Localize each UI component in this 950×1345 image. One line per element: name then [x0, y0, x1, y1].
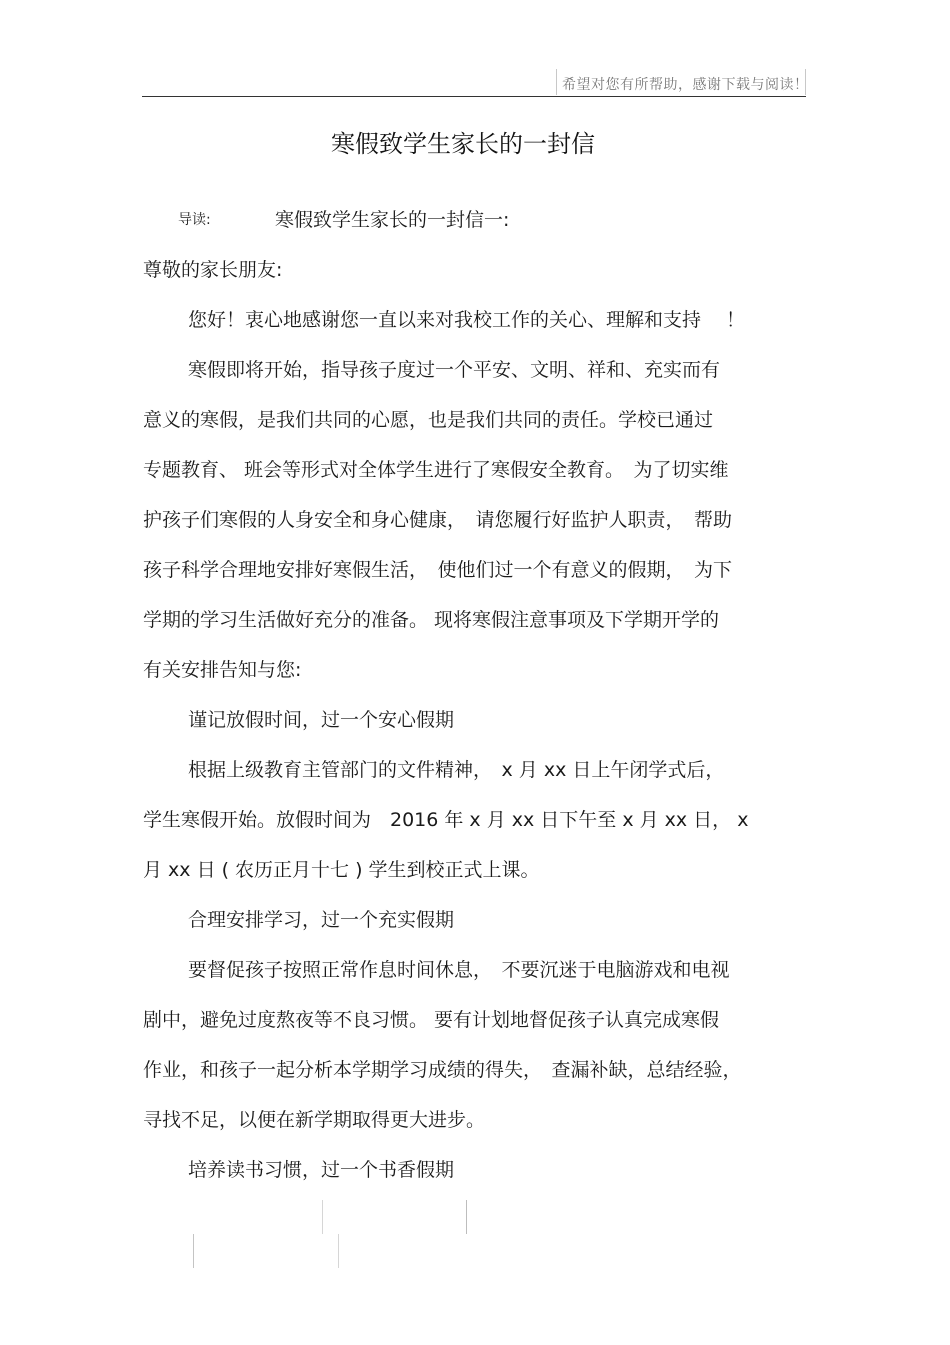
header-note: 希望对您有所帮助，感谢下载与阅读！ [562, 77, 809, 93]
paragraph-line: 剧中，避免过度熬夜等不良习惯。 要有计划地督促孩子认真完成寒假 [143, 1009, 720, 1031]
header-rule [142, 96, 806, 97]
salutation: 尊敬的家长朋友: [143, 259, 283, 281]
guide-label: 导读: [178, 212, 211, 228]
paragraph-line: 寒假即将开始，指导孩子度过一个平安、文明、祥和、充实而有 [188, 359, 721, 381]
table-border-fragment [322, 1200, 323, 1234]
section-heading: 谨记放假时间，过一个安心假期 [188, 709, 455, 731]
guide-text: 寒假致学生家长的一封信一: [275, 209, 510, 231]
paragraph-line: 专题教育、 班会等形式对全体学生进行了寒假安全教育。 为了切实维 [143, 459, 729, 481]
paragraph-line: 学期的学习生活做好充分的准备。 现将寒假注意事项及下学期开学的 [143, 609, 720, 631]
table-border-fragment [193, 1234, 194, 1268]
section-heading: 培养读书习惯，过一个书香假期 [188, 1159, 455, 1181]
paragraph-line: 意义的寒假，是我们共同的心愿，也是我们共同的责任。学校已通过 [143, 409, 714, 431]
paragraph-line: 有关安排告知与您: [143, 659, 302, 681]
paragraph-line: 寻找不足，以便在新学期取得更大进步。 [143, 1109, 486, 1131]
document-title: 寒假致学生家长的一封信 [331, 130, 595, 158]
paragraph-line: 要督促孩子按照正常作息时间休息， 不要沉迷于电脑游戏和电视 [188, 959, 730, 981]
paragraph-line: 护孩子们寒假的人身安全和身心健康， 请您履行好监护人职责， 帮助 [143, 509, 733, 531]
paragraph-line: 月 xx 日 ( 农历正月十七 ) 学生到校正式上课。 [143, 859, 540, 881]
paragraph-line: 作业，和孩子一起分析本学期学习成绩的得失， 查漏补缺，总结经验， [143, 1059, 742, 1081]
paragraph-line: 根据上级教育主管部门的文件精神， x 月 xx 日上午闭学式后， [188, 759, 725, 781]
section-heading: 合理安排学习，过一个充实假期 [188, 909, 455, 931]
paragraph-line: 您好！衷心地感谢您一直以来对我校工作的关心、理解和支持 ！ [188, 309, 746, 331]
paragraph-line: 学生寒假开始。放假时间为 2016 年 x 月 xx 日下午至 x 月 xx 日， x [143, 809, 749, 831]
table-border-fragment [466, 1200, 467, 1234]
table-border-fragment [338, 1234, 339, 1268]
paragraph-line: 孩子科学合理地安排好寒假生活， 使他们过一个有意义的假期， 为下 [143, 559, 733, 581]
